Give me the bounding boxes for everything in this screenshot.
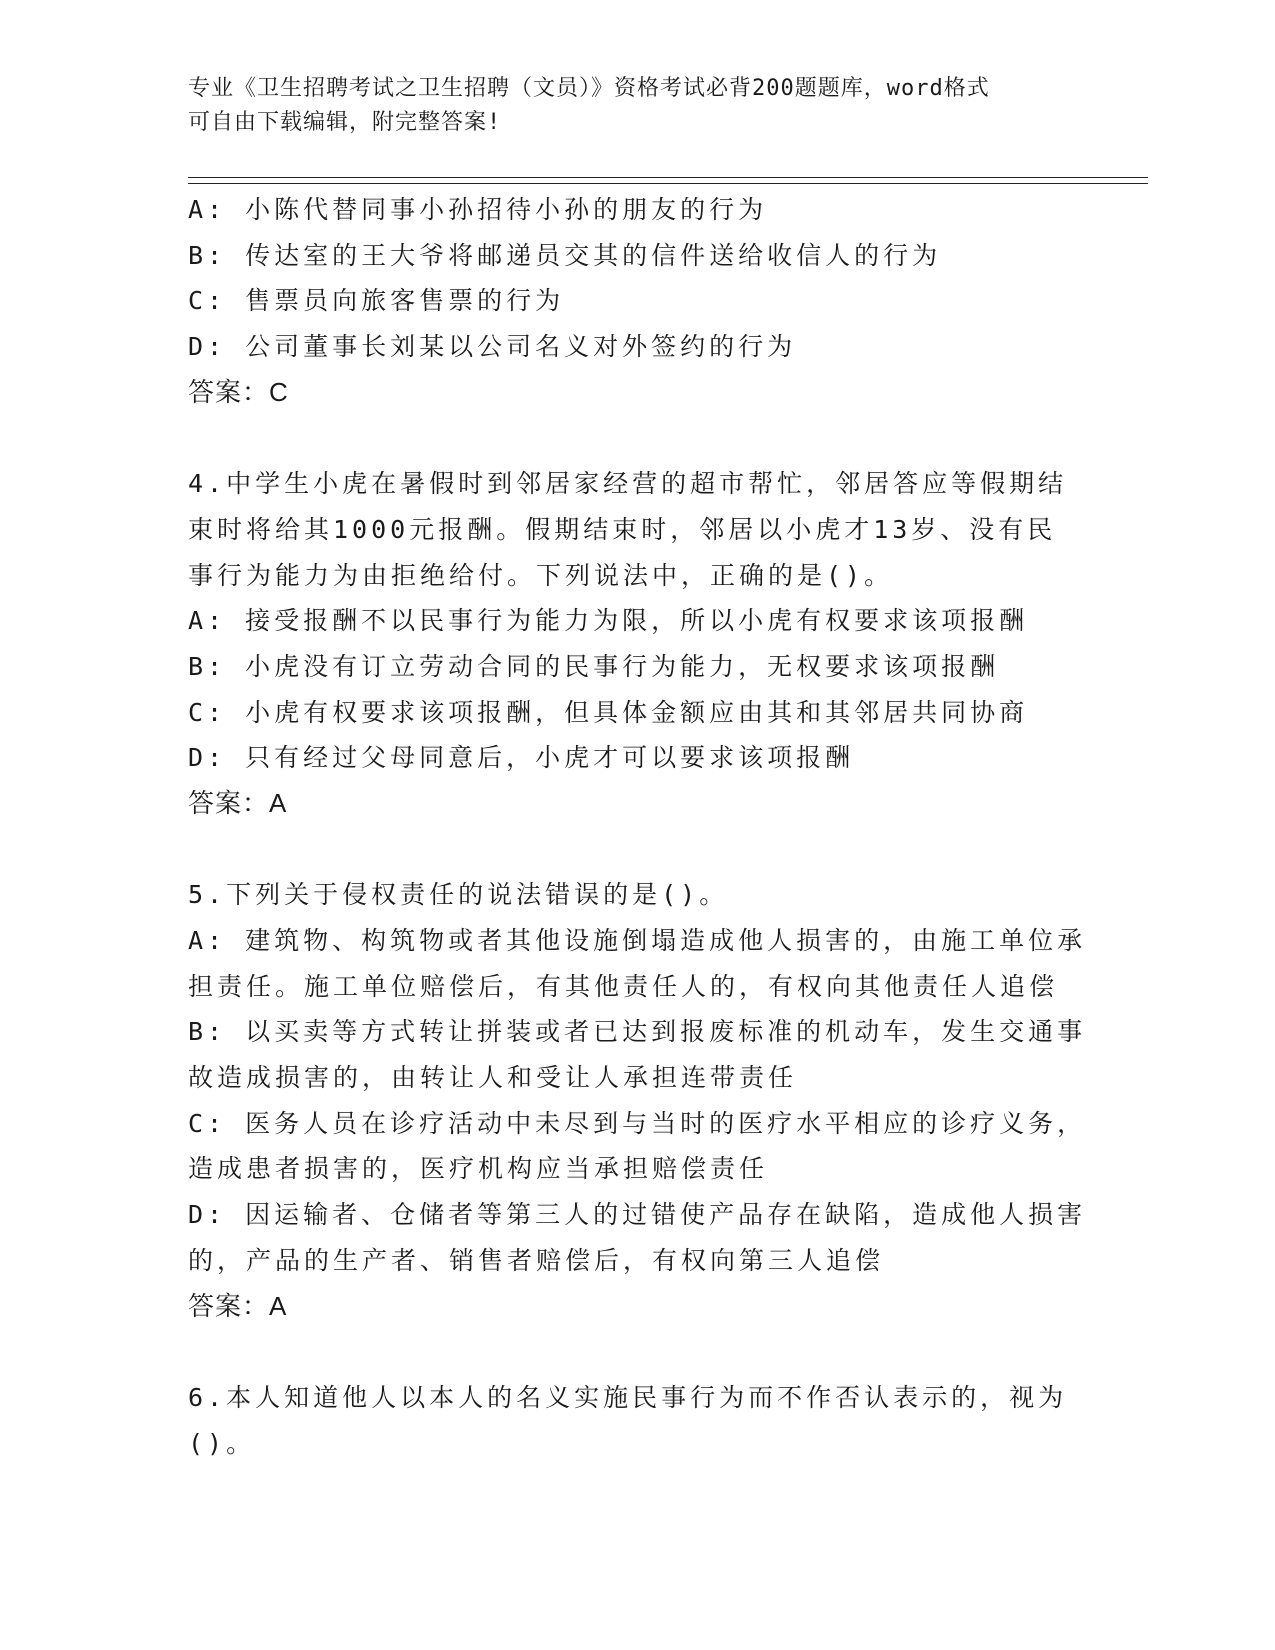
q4-stem-line: 4.中学生小虎在暑假时到邻居家经营的超市帮忙，邻居答应等假期结	[188, 469, 1068, 499]
q6-stem-line: ()。	[188, 1428, 256, 1458]
question-5	[188, 872, 1088, 1329]
document-header	[188, 72, 1088, 140]
q5-option-a-line: A: 建筑物、构筑物或者其他设施倒塌造成他人损害的，由施工单位承	[188, 926, 1087, 955]
question-3	[188, 187, 1088, 415]
spacer	[188, 1329, 1088, 1375]
q5-stem-line: 5.下列关于侵权责任的说法错误的是()。	[188, 880, 729, 910]
question-content	[188, 187, 1088, 1466]
q4-option-b: B: 小虎没有订立劳动合同的民事行为能力，无权要求该项报酬	[188, 651, 1000, 681]
q4-stem-line: 事行为能力为由拒绝给付。下列说法中，正确的是()。	[188, 560, 894, 590]
q6-stem-line: 6.本人知道他人以本人的名义实施民事行为而不作否认表示的，视为	[188, 1382, 1068, 1412]
spacer	[188, 827, 1088, 873]
q4-option-c: C: 小虎有权要求该项报酬，但具体金额应由其和其邻居共同协商	[188, 697, 1029, 727]
q5-option-d-line: 的，产品的生产者、销售者赔偿后，有权向第三人追偿	[188, 1245, 885, 1275]
question-4	[188, 461, 1088, 827]
q5-option-d-line: D: 因运输者、仓储者等第三人的过错使产品存在缺陷，造成他人损害	[188, 1200, 1087, 1230]
q5-option-a-line: 担责任。施工单位赔偿后，有其他责任人的，有权向其他责任人追偿	[188, 971, 1059, 1001]
spacer	[188, 415, 1088, 461]
header-rule-top	[188, 177, 1148, 178]
q4-stem-line: 束时将给其1000元报酬。假期结束时，邻居以小虎才13岁、没有民	[188, 514, 1057, 544]
q5-option-c-line: 造成患者损害的，医疗机构应当承担赔偿责任	[188, 1154, 769, 1184]
header-line-2: 可自由下载编辑，附完整答案!	[188, 110, 502, 135]
q3-answer: 答案：C	[188, 376, 289, 407]
q3-option-b: B: 传达室的王大爷将邮递员交其的信件送给收信人的行为	[188, 240, 942, 270]
header-line-1: 专业《卫生招聘考试之卫生招聘（文员）》资格考试必背200题题库，word格式	[188, 76, 990, 101]
q3-option-a: A: 小陈代替同事小孙招待小孙的朋友的行为	[188, 195, 768, 224]
q4-option-d: D: 只有经过父母同意后，小虎才可以要求该项报酬	[188, 743, 855, 773]
q5-option-b-line: B: 以买卖等方式转让拼装或者已达到报废标准的机动车，发生交通事	[188, 1017, 1087, 1047]
q3-option-c: C: 售票员向旅客售票的行为	[188, 286, 565, 316]
q4-option-a: A: 接受报酬不以民事行为能力为限，所以小虎有权要求该项报酬	[188, 606, 1029, 636]
q4-answer: 答案：A	[188, 787, 288, 818]
q5-answer: 答案：A	[188, 1290, 288, 1321]
q5-option-b-line: 故造成损害的，由转让人和受让人承担连带责任	[188, 1063, 798, 1093]
header-rule-bottom	[188, 183, 1148, 184]
q3-option-d: D: 公司董事长刘某以公司名义对外签约的行为	[188, 332, 797, 362]
q5-option-c-line: C: 医务人员在诊疗活动中未尽到与当时的医疗水平相应的诊疗义务，	[188, 1108, 1087, 1138]
question-6	[188, 1375, 1088, 1466]
